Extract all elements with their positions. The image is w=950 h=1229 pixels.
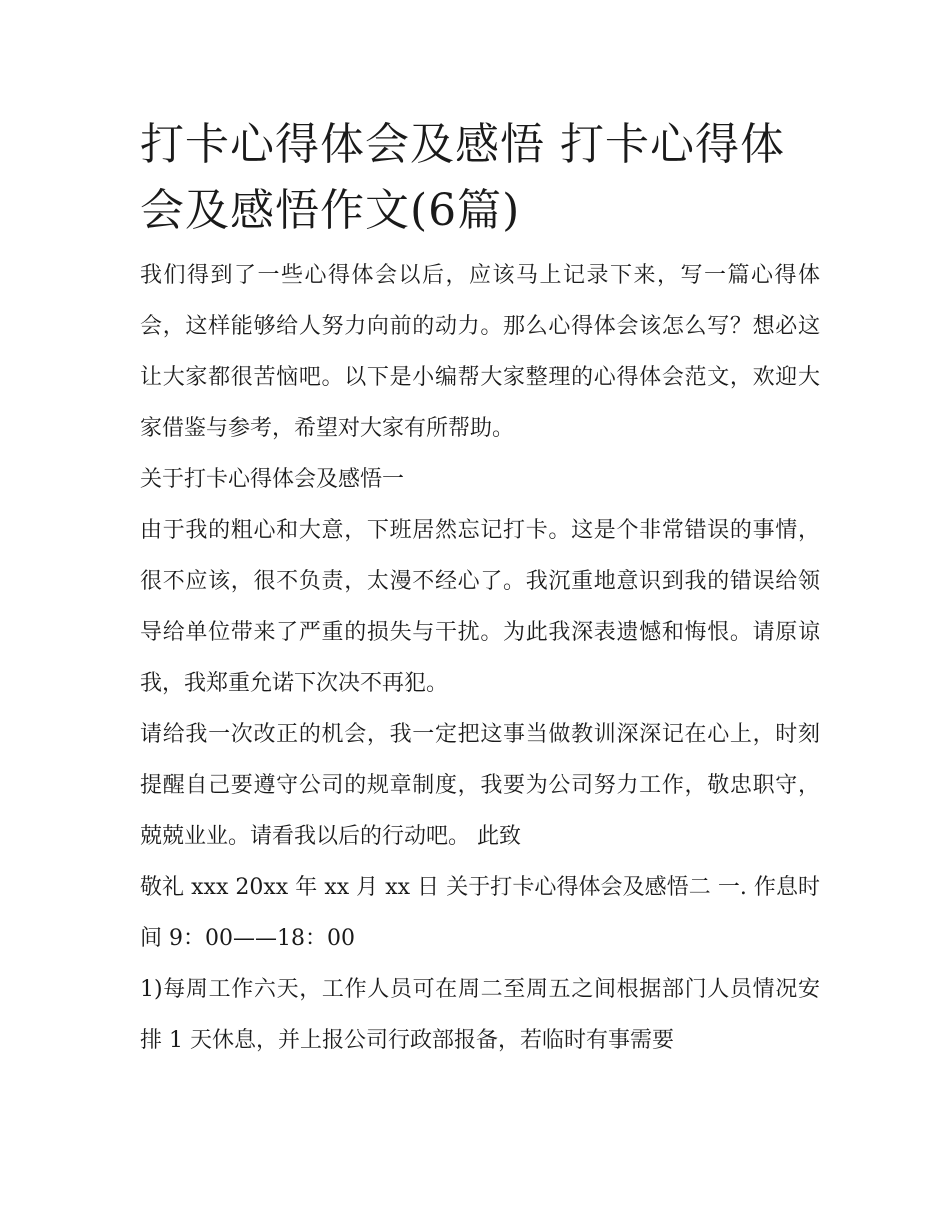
section-heading-one: 关于打卡心得体会及感悟一	[140, 467, 405, 492]
body-paragraph: 敬礼 xxx 20xx 年 xx 月 xx 日 关于打卡心得体会及感悟二 一. 作息时间 9：00——18：00	[140, 875, 820, 951]
body-paragraph: 由于我的粗心和大意，下班居然忘记打卡。这是个非常错误的事情，很不应该，很不负责，太漫不经心了。我沉重地意识到我的错误给领导给单位带来了严重的损失与干扰。为此我深表遗憾和悔恨。请原谅我，我郑重允诺下次决不再犯。	[140, 518, 820, 696]
intro-paragraph: 我们得到了一些心得体会以后，应该马上记录下来，写一篇心得体会，这样能够给人努力向前的动力。那么心得体会该怎么写？想必这让大家都很苦恼吧。以下是小编帮大家整理的心得体会范文，欢迎大家借鉴与参考，希望对大家有所帮助。	[140, 263, 820, 441]
body-paragraph: 1)每周工作六天，工作人员可在周二至周五之间根据部门人员情况安排 1 天休息，并上报公司行政部报备，若临时有事需要	[140, 977, 820, 1053]
body-paragraph: 请给我一次改正的机会，我一定把这事当做教训深深记在心上，时刻提醒自己要遵守公司的规章制度，我要为公司努力工作，敬忠职守，兢兢业业。请看我以后的行动吧。 此致	[140, 722, 820, 849]
document-title: 打卡心得体会及感悟 打卡心得体会及感悟作文(6篇)	[140, 119, 785, 236]
document-body	[140, 112, 820, 1066]
